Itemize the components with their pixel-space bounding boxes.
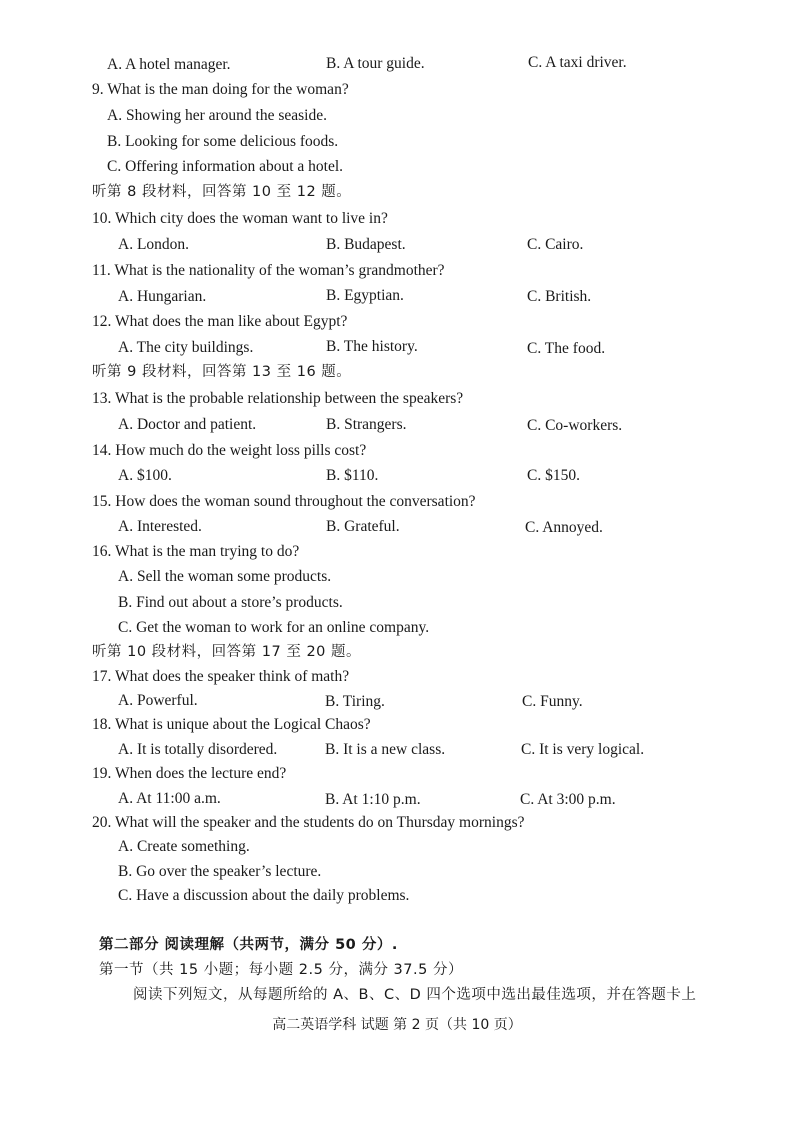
q11-option-c: C. British. <box>527 288 592 305</box>
q16-option-a: A. Sell the woman some products. <box>118 568 332 585</box>
q15-option-b: B. Grateful. <box>326 518 400 535</box>
q11-option-a: A. Hungarian. <box>118 288 207 305</box>
q20-option-a: A. Create something. <box>118 838 250 855</box>
q19-option-c: C. At 3:00 p.m. <box>520 791 616 808</box>
q10-option-a: A. London. <box>118 236 190 253</box>
q9-option-a: A. Showing her around the seaside. <box>107 107 327 124</box>
q18-stem: 18. What is unique about the Logical Chaos? <box>92 716 371 733</box>
q9-option-b: B. Looking for some delicious foods. <box>107 133 339 150</box>
section-10-instruction: 听第 10 段材料，回答第 17 至 20 题。 <box>92 644 362 660</box>
q13-option-c: C. Co-workers. <box>527 417 623 434</box>
q11-stem: 11. What is the nationality of the woman’s grandmother? <box>92 262 445 279</box>
q10-option-c: C. Cairo. <box>527 236 584 253</box>
q19-option-a: A. At 11:00 a.m. <box>118 790 221 807</box>
q17-option-a: A. Powerful. <box>118 692 198 709</box>
q17-option-b: B. Tiring. <box>325 693 385 710</box>
q12-stem: 12. What does the man like about Egypt? <box>92 313 348 330</box>
q16-option-b: B. Find out about a store’s products. <box>118 594 343 611</box>
part-2-instruction: 阅读下列短文，从每题所给的 A、B、C、D 四个选项中选出最佳选项，并在答题卡上 <box>133 987 697 1003</box>
q17-option-c: C. Funny. <box>522 693 583 710</box>
q15-stem: 15. How does the woman sound throughout the conversation? <box>92 493 476 510</box>
q14-option-b: B. $110. <box>326 467 379 484</box>
q19-option-b: B. At 1:10 p.m. <box>325 791 421 808</box>
section-8-instruction: 听第 8 段材料，回答第 10 至 12 题。 <box>92 184 352 200</box>
q14-stem: 14. How much do the weight loss pills cost? <box>92 442 367 459</box>
q20-stem: 20. What will the speaker and the students do on Thursday mornings? <box>92 814 525 831</box>
q12-option-a: A. The city buildings. <box>118 339 254 356</box>
q20-option-c: C. Have a discussion about the daily problems. <box>118 887 410 904</box>
part-2-title: 第二部分 阅读理解（共两节，满分 50 分）. <box>99 937 398 953</box>
q12-option-b: B. The history. <box>326 338 418 355</box>
q12-option-c: C. The food. <box>527 340 606 357</box>
q17-stem: 17. What does the speaker think of math? <box>92 668 350 685</box>
q11-option-b: B. Egyptian. <box>326 287 404 304</box>
q13-option-b: B. Strangers. <box>326 416 407 433</box>
q9-stem: 9. What is the man doing for the woman? <box>92 81 349 98</box>
q13-stem: 13. What is the probable relationship between the speakers? <box>92 390 464 407</box>
q16-stem: 16. What is the man trying to do? <box>92 543 300 560</box>
part-2-section-1: 第一节（共 15 小题；每小题 2.5 分，满分 37.5 分） <box>99 962 463 978</box>
q18-option-b: B. It is a new class. <box>325 741 446 758</box>
q10-option-b: B. Budapest. <box>326 236 406 253</box>
q15-option-a: A. Interested. <box>118 518 202 535</box>
q16-option-c: C. Get the woman to work for an online company. <box>118 619 430 636</box>
q9-option-c: C. Offering information about a hotel. <box>107 158 344 175</box>
q18-option-c: C. It is very logical. <box>521 741 645 758</box>
q14-option-c: C. $150. <box>527 467 580 484</box>
q19-stem: 19. When does the lecture end? <box>92 765 287 782</box>
q13-option-a: A. Doctor and patient. <box>118 416 257 433</box>
page-footer: 高二英语学科 试题 第 2 页（共 10 页） <box>272 1017 522 1033</box>
q8-option-b: B. A tour guide. <box>326 55 425 72</box>
q8-option-c: C. A taxi driver. <box>528 54 627 71</box>
q20-option-b: B. Go over the speaker’s lecture. <box>118 863 322 880</box>
q8-option-a: A. A hotel manager. <box>107 56 231 73</box>
q14-option-a: A. $100. <box>118 467 172 484</box>
section-9-instruction: 听第 9 段材料，回答第 13 至 16 题。 <box>92 364 352 380</box>
q15-option-c: C. Annoyed. <box>525 519 603 536</box>
q18-option-a: A. It is totally disordered. <box>118 741 278 758</box>
q10-stem: 10. Which city does the woman want to live in? <box>92 210 388 227</box>
